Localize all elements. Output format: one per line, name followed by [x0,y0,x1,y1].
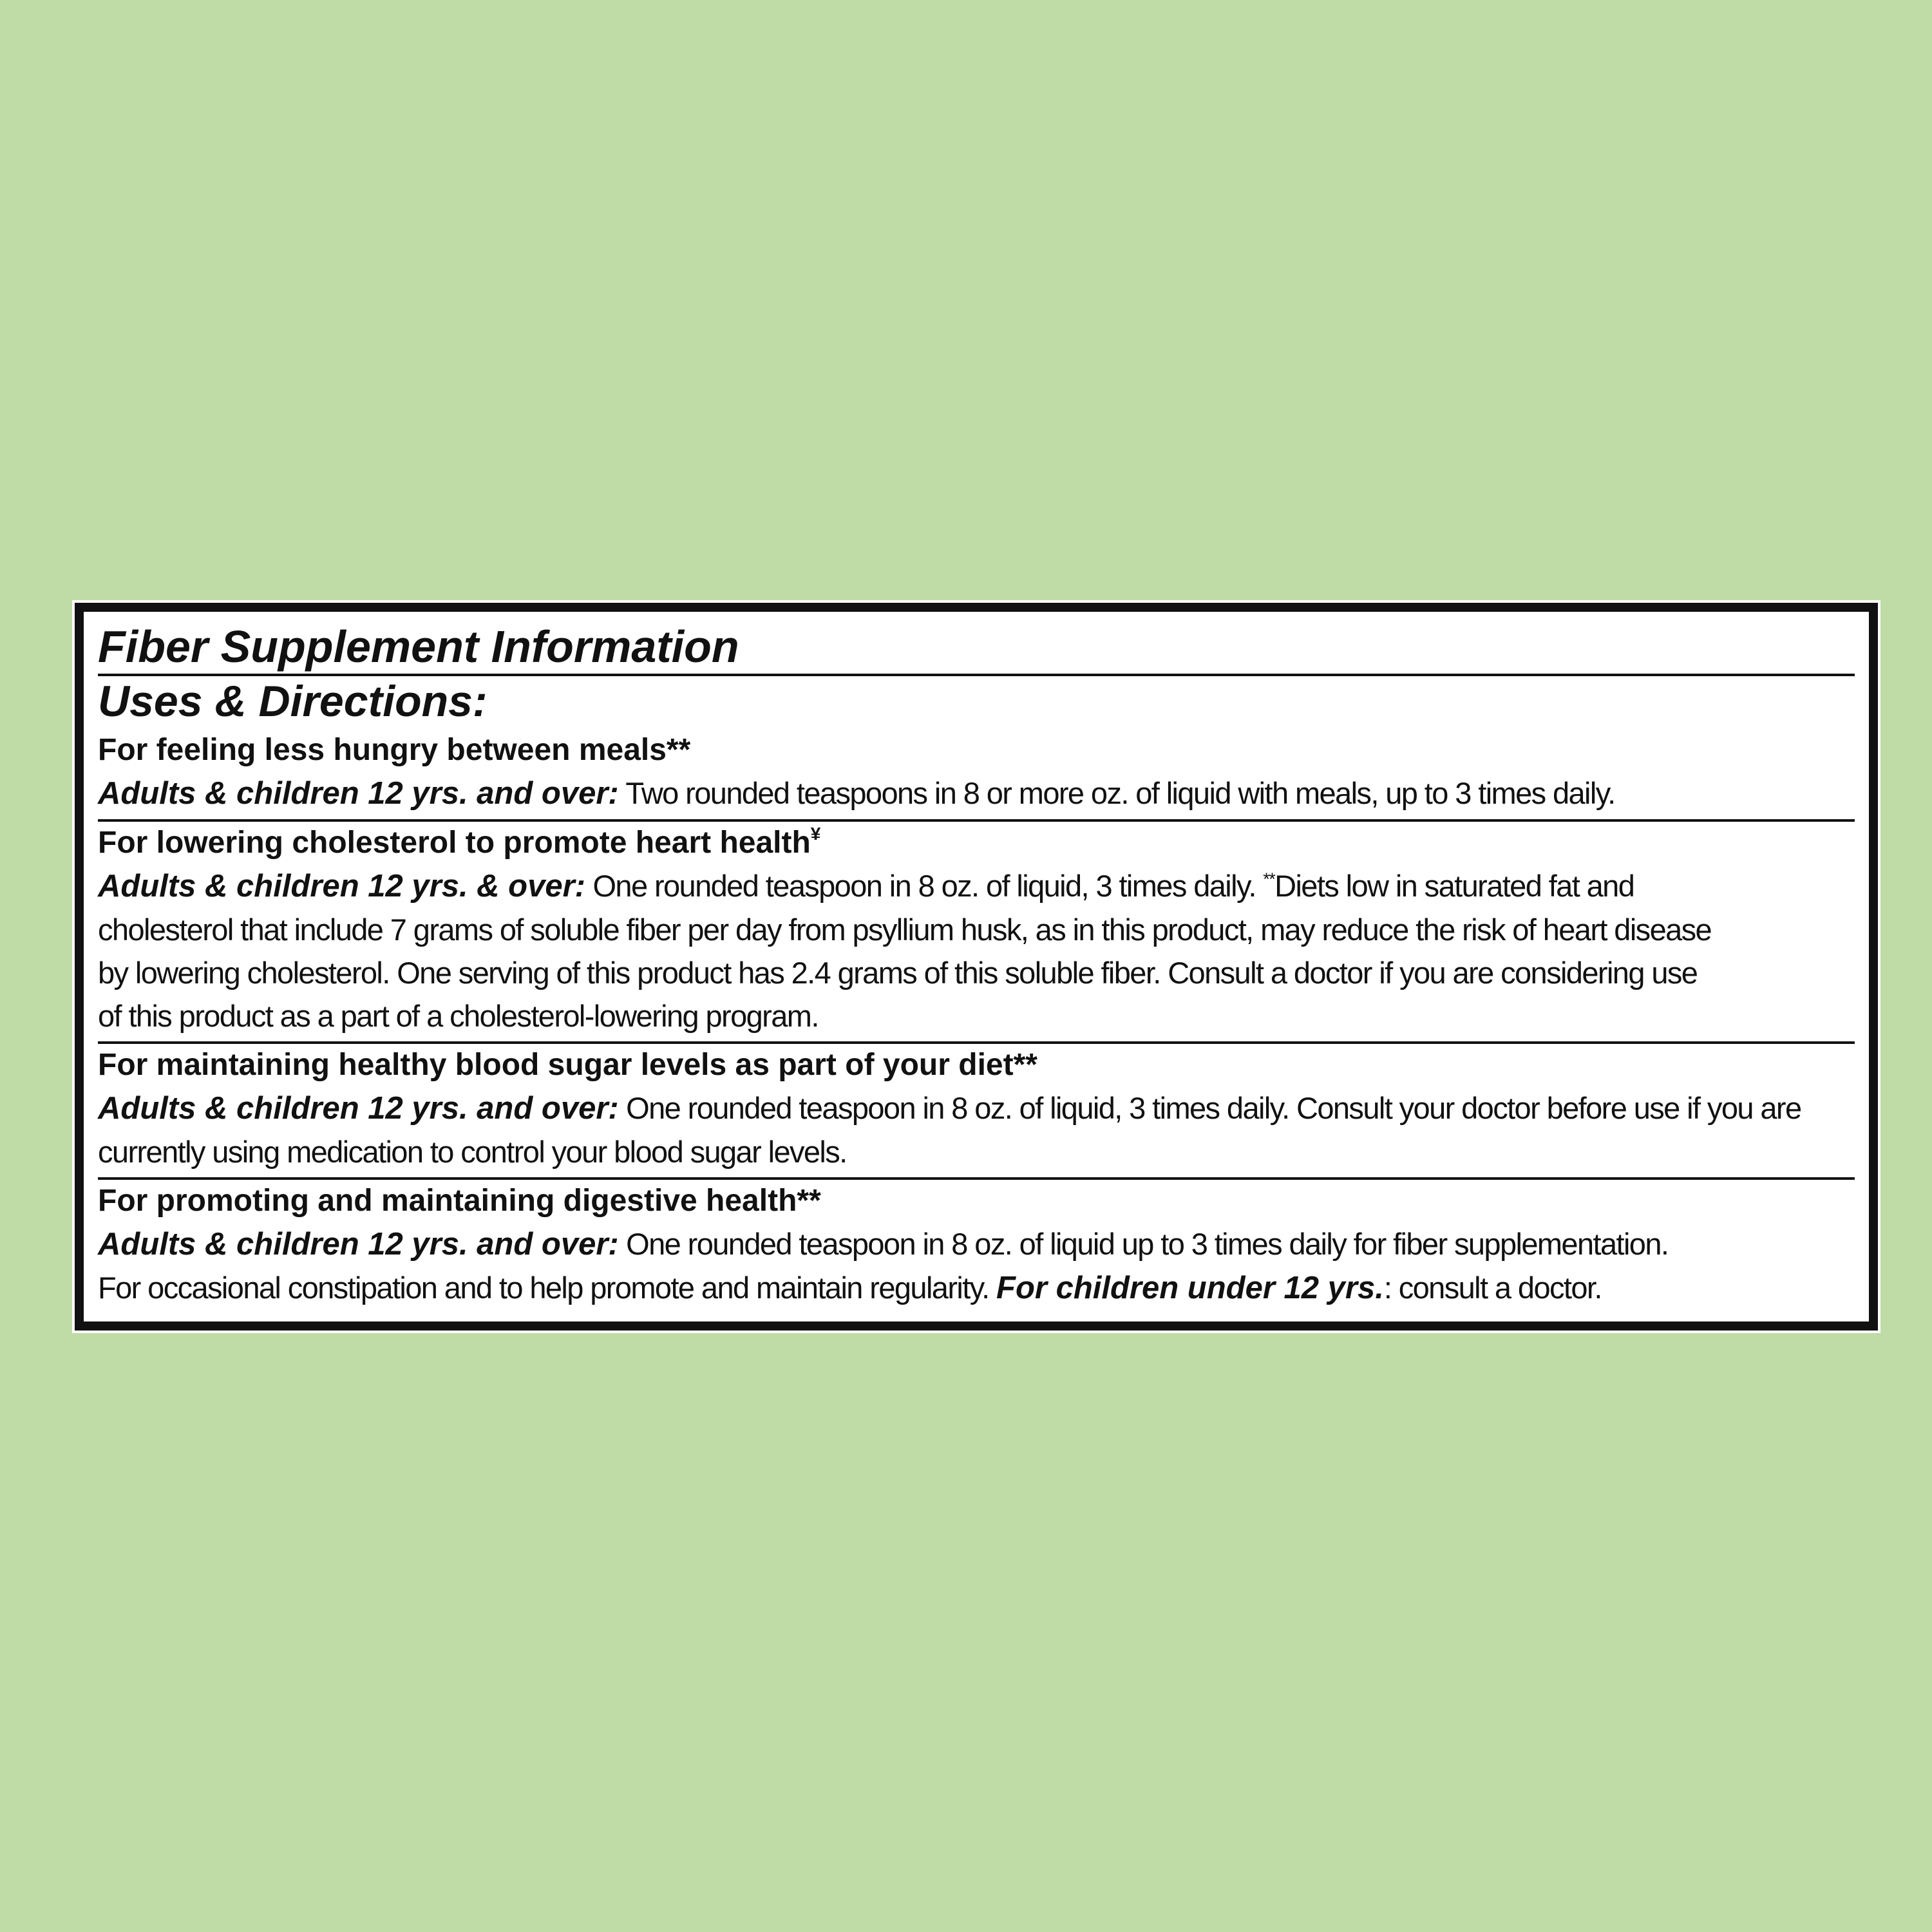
dosage-text: One rounded teaspoon in 8 oz. of liquid, 3 times daily. Consult your doctor before use if you are [618,1091,1801,1125]
dosage-lead: Adults & children 12 yrs. & over: [98,869,585,904]
consult-text: : consult a doctor. [1383,1271,1602,1305]
dosage-text-cont: Diets low in saturated fat and [1274,869,1634,903]
direction-line [98,1086,1855,1130]
section-heading: For feeling less hungry between meals** [98,733,691,767]
section-blood-sugar [98,1044,1855,1173]
dosage-lead: Adults & children 12 yrs. and over: [98,776,619,811]
section-less-hungry [98,729,1855,815]
direction-line [98,1266,1855,1310]
direction-line: of this product as a part of a cholesterol-lowering program. [98,999,819,1033]
dosage-text: One rounded teaspoon in 8 oz. of liquid up to 3 times daily for fiber supplementation. [618,1227,1669,1261]
direction-line [98,772,1855,815]
section-cholesterol [98,822,1855,1037]
constipation-text: For occasional constipation and to help promote and maintain regularity. [98,1271,997,1305]
direction-line: currently using medication to control your blood sugar levels. [98,1135,847,1169]
dosage-lead: Adults & children 12 yrs. and over: [98,1227,619,1262]
dosage-text: Two rounded teaspoons in 8 or more oz. of liquid with meals, up to 3 times daily. [618,776,1615,810]
footnote-marker: ** [1263,869,1275,889]
heading-marker: ¥ [810,824,821,844]
section-heading: For promoting and maintaining digestive health** [98,1184,821,1218]
children-warning: For children under 12 yrs. [996,1271,1384,1305]
section-digestive [98,1180,1855,1310]
direction-line: by lowering cholesterol. One serving of this product has 2.4 grams of this soluble fiber. Consult a doctor if you are considering use [98,956,1698,990]
dosage-lead: Adults & children 12 yrs. and over: [98,1091,619,1126]
direction-line [98,1222,1855,1266]
heading-text: For lowering cholesterol to promote heart health [98,826,811,860]
section-heading [98,822,1855,864]
fiber-info-panel [75,603,1878,1331]
dosage-text: One rounded teaspoon in 8 oz. of liquid, 3 times daily. [585,869,1264,903]
panel-subtitle: Uses & Directions: [98,677,488,726]
panel-title: Fiber Supplement Information [98,621,739,672]
direction-line [98,864,1855,908]
section-heading: For maintaining healthy blood sugar levels as part of your diet** [98,1048,1037,1082]
direction-line: cholesterol that include 7 grams of soluble fiber per day from psyllium husk, as in this product, may reduce the risk of heart disease [98,913,1712,947]
